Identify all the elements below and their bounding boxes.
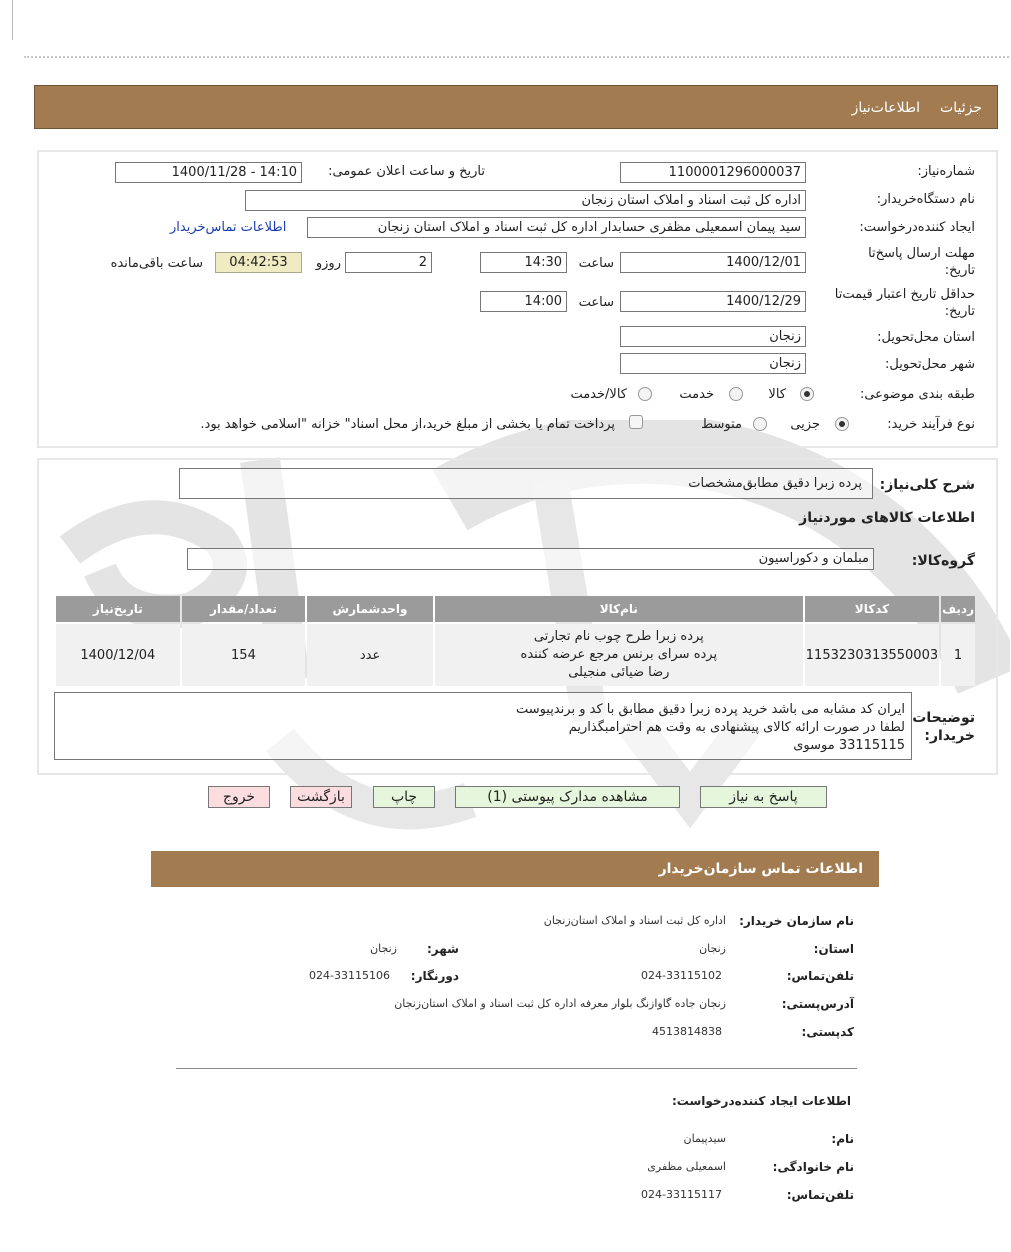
need-number-label: شماره‌نیاز: — [917, 164, 975, 179]
deadline-time-field[interactable]: 14:30 — [480, 252, 567, 273]
buyer-contact-title: اطلاعات تماس سازمان‌خریدار — [658, 861, 863, 877]
cell-name-line: رضا ضیائی منجیلی — [568, 665, 670, 680]
creator-phone-value: 024-33115117 — [641, 1188, 722, 1201]
cell-name-line: پرده سرای برنس مرجع عرضه کننده — [520, 647, 718, 662]
contact-fax-value: 024-33115106 — [309, 969, 390, 982]
contact-city-value: زنجان — [370, 942, 397, 955]
cell-qty: 154 — [182, 624, 305, 686]
buyer-notes-field[interactable] — [54, 692, 912, 760]
deadline-date-field[interactable]: 1400/12/01 — [620, 252, 806, 273]
contact-postal-value: 4513814838 — [652, 1025, 722, 1038]
deadline-label-2: تاریخ: — [944, 263, 975, 278]
contact-postal-label: کدپستی: — [801, 1025, 854, 1039]
attachments-button[interactable]: مشاهده مدارک پیوستی (1) — [455, 786, 680, 808]
category-goods-label: کالا — [768, 387, 786, 402]
creator-name-value: سیدپیمان — [683, 1132, 726, 1145]
category-both-radio[interactable] — [638, 387, 652, 401]
breadcrumb-need-info[interactable]: اطلاعات‌نیاز — [851, 100, 920, 116]
contact-phone-label: تلفن‌تماس: — [786, 969, 854, 983]
cell-date: 1400/12/04 — [56, 624, 180, 686]
left-rule — [12, 0, 13, 40]
buyer-label: نام دستگاه‌خریدار: — [876, 192, 975, 207]
remaining-timer: 04:42:53 — [215, 252, 302, 273]
creator-name-label: نام: — [831, 1132, 854, 1146]
col-name: نام‌کالا — [435, 596, 803, 622]
goods-table — [54, 594, 977, 688]
days-field[interactable]: 2 — [345, 252, 432, 273]
category-label: طبقه بندی موضوعی: — [859, 387, 975, 402]
cell-name — [435, 624, 803, 686]
creator-phone-label: تلفن‌تماس: — [786, 1188, 854, 1202]
goods-group-field[interactable]: مبلمان و دکوراسیون — [187, 548, 874, 570]
breadcrumb-details[interactable]: جزئیات — [940, 100, 982, 116]
category-goods-radio[interactable] — [800, 387, 814, 401]
contact-fax-label: دورنگار: — [410, 969, 459, 983]
creator-label: ایجاد کننده‌درخواست: — [859, 220, 975, 235]
buyer-notes-label-2: خریدار: — [924, 728, 975, 744]
creator-family-value: اسمعیلی مظفری — [647, 1160, 726, 1173]
remaining-label: ساعت باقی‌مانده — [110, 256, 203, 271]
cell-row: 1 — [941, 624, 975, 686]
general-description-field[interactable]: پرده زبرا دقیق مطابق‌مشخصات — [179, 468, 873, 499]
cell-unit: عدد — [307, 624, 433, 686]
treasury-payment-note: پرداخت تمام یا بخشی از مبلغ خرید،از محل اسناد" خزانه "اسلامی خواهد بود. — [200, 417, 615, 432]
print-button[interactable]: چاپ — [373, 786, 435, 808]
general-description-label: شرح کلی‌نیاز: — [879, 477, 975, 493]
need-number-field[interactable]: 1100001296000037 — [620, 162, 806, 183]
org-value: اداره کل ثبت اسناد و املاک استان‌زنجان — [543, 914, 726, 927]
buyer-notes-label: توضیحات — [912, 710, 975, 726]
goods-info-title: اطلاعات کالاهای موردنیاز — [799, 510, 975, 526]
process-label: نوع فرآیند خرید: — [887, 417, 975, 432]
deadline-label: مهلت ارسال پاسخ‌تا — [868, 246, 975, 261]
col-date: تاریخ‌نیاز — [56, 596, 180, 622]
exit-button[interactable]: خروج — [208, 786, 270, 808]
buyer-notes-line: ایران کد مشابه می باشد خرید پرده زبرا دقیق مطابق با کد و برندپیوست — [515, 702, 905, 717]
days-label: روزو — [315, 256, 341, 271]
creator-info-title: اطلاعات ایجاد کننده‌درخواست: — [671, 1094, 851, 1108]
treasury-payment-checkbox[interactable] — [629, 415, 643, 429]
deadline-hour-label: ساعت — [578, 256, 614, 271]
city-field[interactable]: زنجان — [620, 353, 806, 374]
creator-family-label: نام خانوادگی: — [772, 1160, 854, 1174]
category-both-label: کالا/خدمت — [570, 387, 627, 402]
buyer-contact-link[interactable]: اطلاعات تماس‌خریدار — [170, 220, 287, 235]
contact-province-label: استان: — [813, 942, 854, 956]
validity-label: حداقل تاریخ اعتبار قیمت‌تا — [834, 287, 975, 302]
validity-hour-label: ساعت — [578, 295, 614, 310]
col-qty: تعداد/مقدار — [182, 596, 305, 622]
process-minor-label: جزیی — [790, 417, 820, 432]
org-label: نام سازمان خریدار: — [739, 914, 854, 928]
cell-name-line: پرده زبرا طرح چوب نام تجارتی — [533, 629, 704, 644]
buyer-notes-line: لطفا در صورت ارائه کالای پیشنهادی به وقت هم احترامبگذاریم — [568, 720, 905, 735]
back-button[interactable]: بازگشت — [290, 786, 352, 808]
announce-label: تاریخ و ساعت اعلان عمومی: — [328, 164, 485, 179]
process-medium-label: متوسط — [701, 417, 742, 432]
top-dotted-divider — [24, 56, 1009, 58]
validity-time-field[interactable]: 14:00 — [480, 291, 567, 312]
contact-divider — [176, 1068, 857, 1069]
category-service-radio[interactable] — [729, 387, 743, 401]
process-minor-radio[interactable] — [835, 417, 849, 431]
contact-city-label: شهر: — [427, 942, 459, 956]
contact-phone-value: 024-33115102 — [641, 969, 722, 982]
validity-date-field[interactable]: 1400/12/29 — [620, 291, 806, 312]
col-unit: واحدشمارش — [307, 596, 433, 622]
buyer-contact-header — [151, 851, 879, 887]
city-label: شهر محل‌تحویل: — [885, 357, 975, 372]
process-medium-radio[interactable] — [753, 417, 767, 431]
contact-address-value: زنجان جاده گاوازنگ بلوار معرفه اداره کل ثبت اسناد و املاک استان‌زنجان — [394, 997, 726, 1010]
province-field[interactable]: زنجان — [620, 326, 806, 347]
buyer-field[interactable]: اداره کل ثبت اسناد و املاک استان زنجان — [245, 190, 806, 211]
table-row — [56, 624, 975, 686]
page-header — [34, 85, 998, 129]
category-service-label: خدمت — [679, 387, 714, 402]
validity-label-2: تاریخ: — [944, 304, 975, 319]
contact-address-label: آدرس‌پستی: — [781, 997, 854, 1011]
province-label: استان محل‌تحویل: — [877, 330, 975, 345]
creator-field[interactable]: سید پیمان اسمعیلی مظفری حسابدار اداره کل ثبت اسناد و املاک استان زنجان — [307, 217, 806, 238]
announce-field[interactable]: 1400/11/28 - 14:10 — [115, 162, 302, 183]
col-row: ردیف — [941, 596, 975, 622]
contact-province-value: زنجان — [699, 942, 726, 955]
goods-group-label: گروه‌کالا: — [911, 553, 975, 569]
cell-code: 1153230313550003 — [805, 624, 939, 686]
reply-button[interactable]: پاسخ به نیاز — [700, 786, 827, 808]
buyer-notes-line: 33115115 موسوی — [793, 738, 905, 753]
col-code: کدکالا — [805, 596, 939, 622]
